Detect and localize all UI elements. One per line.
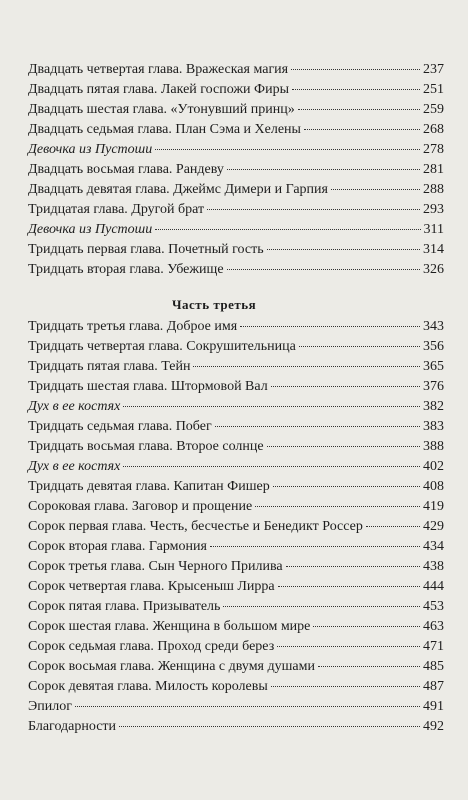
dot-leader (366, 526, 420, 527)
dot-leader (318, 666, 420, 667)
entry-title: Тридцать шестая глава. Штормовой Вал (28, 379, 268, 394)
entry-title: Тридцать восьмая глава. Второе солнце (28, 439, 264, 454)
toc-entry (28, 61, 444, 79)
entry-title: Сорок третья глава. Сын Черного Прилива (28, 559, 283, 574)
toc-entry (28, 658, 444, 676)
toc-entry (28, 438, 444, 456)
dot-leader (223, 606, 420, 607)
dot-leader (123, 406, 420, 407)
entry-page: 268 (423, 122, 444, 137)
entry-page: 281 (423, 162, 444, 177)
dot-leader (227, 169, 420, 170)
entry-title: Двадцать седьмая глава. План Сэма и Хелены (28, 122, 301, 137)
toc-entry (28, 161, 444, 179)
entry-title: Тридцать седьмая глава. Побег (28, 419, 212, 434)
dot-leader (119, 726, 420, 727)
entry-title: Эпилог (28, 699, 72, 714)
toc-entry (28, 181, 444, 199)
entry-title: Тридцатая глава. Другой брат (28, 202, 205, 217)
entry-title: Двадцать шестая глава. «Утонувший принц» (28, 102, 295, 117)
dot-leader (304, 129, 420, 130)
toc-entry (28, 538, 444, 556)
entry-page: 491 (423, 699, 444, 714)
entry-title: Девочка из Пустоши (28, 142, 153, 157)
entry-page: 434 (423, 539, 444, 554)
part-heading: Часть третья (172, 297, 257, 312)
toc-entry (28, 101, 444, 119)
toc-entry (28, 638, 444, 656)
entry-title: Двадцать четвертая глава. Вражеская магия (28, 62, 289, 77)
entry-page: 288 (423, 182, 444, 197)
toc-entry (28, 498, 444, 516)
dot-leader (271, 386, 420, 387)
entry-page: 419 (423, 499, 444, 514)
dot-leader (207, 209, 420, 210)
entry-page: 487 (423, 679, 444, 694)
toc-entry (28, 718, 444, 736)
dot-leader (123, 466, 420, 467)
entry-title: Благодарности (28, 719, 117, 734)
entry-title: Сорок пятая глава. Призыватель (28, 599, 221, 614)
entry-title: Дух в ее костях (28, 459, 121, 474)
dot-leader (155, 229, 420, 230)
dot-leader (210, 546, 420, 547)
entry-title: Тридцать вторая глава. Убежище (28, 262, 224, 277)
entry-page: 383 (423, 419, 444, 434)
toc-entry (28, 81, 444, 99)
toc-entry (28, 338, 444, 356)
dot-leader (75, 706, 420, 707)
toc-entry (28, 518, 444, 536)
entry-title: Тридцать четвертая глава. Сокрушительница (28, 339, 296, 354)
dot-leader (278, 586, 420, 587)
dot-leader (286, 566, 420, 567)
entry-page: 356 (423, 339, 444, 354)
entry-page: 402 (423, 459, 444, 474)
entry-page: 492 (423, 719, 444, 734)
dot-leader (277, 646, 420, 647)
entry-page: 408 (423, 479, 444, 494)
entry-title: Сорок шестая глава. Женщина в большом мире (28, 619, 311, 634)
dot-leader (291, 69, 420, 70)
dot-leader (193, 366, 420, 367)
entry-page: 237 (423, 62, 444, 77)
dot-leader (215, 426, 420, 427)
entry-page: 438 (423, 559, 444, 574)
toc-entry (28, 318, 444, 336)
entry-title: Тридцать пятая глава. Тейн (28, 359, 191, 374)
toc-entry (28, 558, 444, 576)
dot-leader (313, 626, 420, 627)
dot-leader (227, 269, 420, 270)
entry-title: Сорок четвертая глава. Крысеныш Лирра (28, 579, 275, 594)
toc-entry (28, 378, 444, 396)
dot-leader (240, 326, 420, 327)
entry-page: 471 (423, 639, 444, 654)
toc-entry (28, 598, 444, 616)
entry-page: 388 (423, 439, 444, 454)
entry-title: Сорок седьмая глава. Проход среди берез (28, 639, 275, 654)
dot-leader (292, 89, 420, 90)
entry-title: Тридцать девятая глава. Капитан Фишер (28, 479, 270, 494)
entry-title: Сорок восьмая глава. Женщина с двумя душами (28, 659, 315, 674)
entry-page: 343 (423, 319, 444, 334)
entry-title: Девочка из Пустоши (28, 222, 153, 237)
entry-title: Тридцать первая глава. Почетный гость (28, 242, 264, 257)
dot-leader (331, 189, 420, 190)
toc-entry (28, 618, 444, 636)
entry-title: Сорок девятая глава. Милость королевы (28, 679, 268, 694)
entry-page: 453 (423, 599, 444, 614)
entry-title: Двадцать восьмая глава. Рандеву (28, 162, 224, 177)
toc-entry (28, 678, 444, 696)
entry-title: Двадцать девятая глава. Джеймс Димери и Гарпия (28, 182, 328, 197)
dot-leader (255, 506, 420, 507)
dot-leader (271, 686, 420, 687)
dot-leader (267, 249, 420, 250)
entry-title: Сороковая глава. Заговор и прощение (28, 499, 253, 514)
entry-page: 311 (423, 222, 444, 237)
toc-entry (28, 398, 444, 416)
entry-page: 259 (423, 102, 444, 117)
toc-entry (28, 241, 444, 259)
toc-entry (28, 478, 444, 496)
entry-title: Сорок вторая глава. Гармония (28, 539, 207, 554)
toc-entry (28, 358, 444, 376)
entry-page: 382 (423, 399, 444, 414)
entry-title: Сорок первая глава. Честь, бесчестье и Бенедикт Россер (28, 519, 363, 534)
toc-entry (28, 261, 444, 279)
dot-leader (155, 149, 420, 150)
entry-page: 429 (423, 519, 444, 534)
entry-title: Дух в ее костях (28, 399, 121, 414)
toc-entry (28, 578, 444, 596)
dot-leader (298, 109, 420, 110)
entry-title: Двадцать пятая глава. Лакей госпожи Фиры (28, 82, 289, 97)
entry-page: 314 (423, 242, 444, 257)
toc-entry (28, 418, 444, 436)
toc-entry (28, 698, 444, 716)
entry-page: 485 (423, 659, 444, 674)
entry-page: 463 (423, 619, 444, 634)
entry-page: 293 (423, 202, 444, 217)
entry-page: 376 (423, 379, 444, 394)
dot-leader (273, 486, 420, 487)
dot-leader (299, 346, 420, 347)
toc-entry (28, 121, 444, 139)
toc-entry (28, 201, 444, 219)
entry-page: 444 (423, 579, 444, 594)
entry-page: 365 (423, 359, 444, 374)
toc-entry (28, 221, 444, 239)
entry-title: Тридцать третья глава. Доброе имя (28, 319, 238, 334)
entry-page: 251 (423, 82, 444, 97)
dot-leader (267, 446, 420, 447)
entry-page: 326 (423, 262, 444, 277)
toc-entry (28, 458, 444, 476)
entry-page: 278 (423, 142, 444, 157)
toc-entry (28, 141, 444, 159)
